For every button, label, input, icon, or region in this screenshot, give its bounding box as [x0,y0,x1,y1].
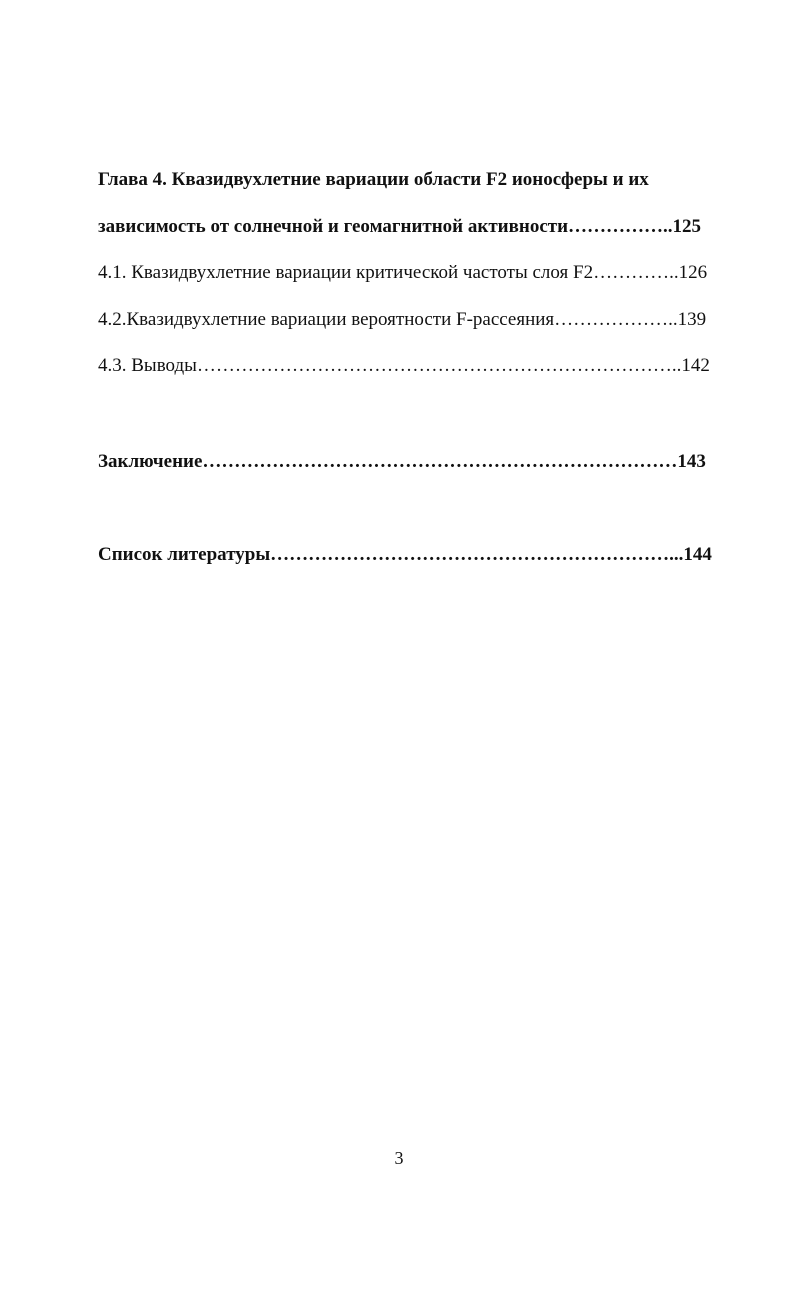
chapter-4-title-line-1: Глава 4. Квазидвухлетние вариации области F2 ионосферы и их [98,169,649,190]
chapter-4-title-line-2: зависимость от солнечной и геомагнитной активности……………..125 [98,216,702,237]
page-number: 3 [394,1148,404,1168]
toc-references: Список литературы………………………………………………………...144 [98,544,712,565]
toc-section-4-3: 4.3. Выводы…………………………………………………………………..142 [98,355,710,376]
toc-conclusion: Заключение…………………………………………………………………143 [98,451,706,472]
toc-section-4-2: 4.2.Квазидвухлетние вариации вероятности F-рассеяния………………..139 [98,309,707,330]
toc-section-4-1: 4.1. Квазидвухлетние вариации критической частоты слоя F2…………..126 [98,262,708,283]
